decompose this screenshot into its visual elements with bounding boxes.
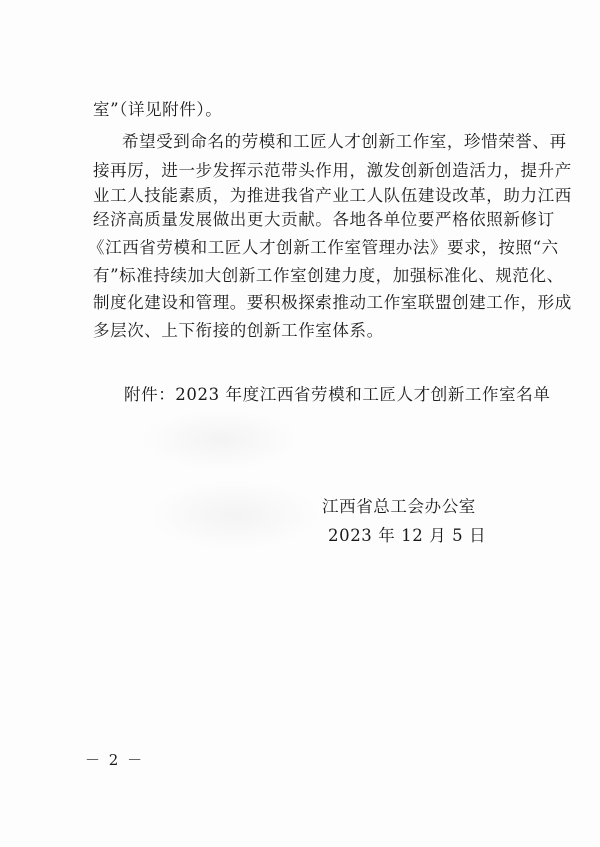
- body-line: 经济高质量发展做出更大贡献。各地各单位要严格依照新修订: [93, 210, 555, 229]
- body-line: 接再厉，进一步发挥示范带头作用，激发创新创造活力，提升产: [93, 161, 572, 180]
- scan-smudge: [150, 480, 320, 550]
- body-line: 多层次、上下衔接的创新工作室体系。: [93, 321, 384, 340]
- body-line: 《江西省劳模和工匠人才创新工作室管理办法》要求，按照“六: [88, 238, 559, 257]
- scan-smudge: [140, 410, 300, 470]
- issue-date: 2023 年 12 月 5 日: [328, 526, 487, 545]
- issuer-name: 江西省总工会办公室: [322, 497, 476, 516]
- body-line: 有”标准持续加大创新工作室创建力度，加强标准化、规范化、: [93, 266, 564, 285]
- body-line: 室”（详见附件）。: [93, 100, 223, 119]
- body-line: 业工人技能素质，为推进我省产业工人队伍建设改革，助力江西: [93, 186, 572, 205]
- body-line: 制度化建设和管理。要积极探索推动工作室联盟创建工作，形成: [93, 293, 572, 312]
- page-number: － 2 －: [85, 751, 145, 769]
- attachment-note: 附件：2023 年度江西省劳模和工匠人才创新工作室名单: [124, 385, 551, 404]
- body-line: 希望受到命名的劳模和工匠人才创新工作室，珍惜荣誉、再: [122, 132, 567, 151]
